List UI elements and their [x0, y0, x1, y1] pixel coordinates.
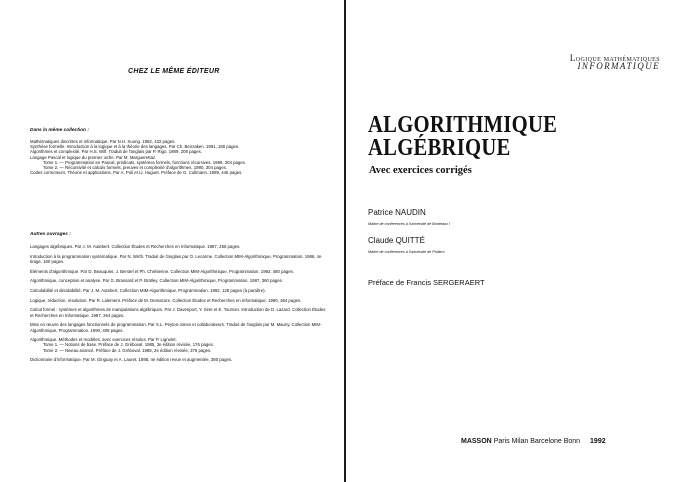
same-collection-heading: Dans la même collection : [30, 128, 89, 133]
author-2: Claude QUITTÉ [368, 236, 425, 245]
list-item: Langages algébriques. Par J. M. Autebert. Collection Études et Recherches en Informatique. 1987, 256 pages. [30, 244, 241, 249]
list-item: Tome 1. — Programmation en Pascal, prédicats, systèmes formels, fonctions récursives. 1989, 304 pages. [43, 159, 247, 165]
other-works-list [30, 244, 330, 363]
list-item: Algorithmique. Méthodes et modèles, avec exercices résolus. Par P. Lignelet. [30, 337, 177, 343]
title-page [346, 0, 700, 482]
author-2-affiliation: Maître de conférences à l'université de Poitiers [368, 250, 445, 254]
list-item: Calculabilité et décidabilité. Par J. M. Autebert. Collection MIM-Algorithmique, Programmation. 1992, 128 pages (à paraître). [30, 288, 266, 294]
book-title [368, 114, 557, 160]
list-item: Algorithmes et complexité. Par H.S. Wilf. Traduit de l'anglais par P. Rigo. 1989, 208 pages. [30, 149, 202, 155]
publisher-list-header: CHEZ LE MÊME ÉDITEUR [128, 68, 220, 75]
list-item: Mathématiques discrètes et informatique. Par N.H. Xuong. 1992, 432 pages. [30, 139, 176, 144]
list-item: Codes correcteurs. Théorie et applications. Par A. Poli et Ll. Huguet. Préface de G. Cullmann. 1989, 446 pages. [30, 170, 243, 176]
list-item: Logique, réduction, résolution. Par R. Lalement. Préface de M. Demazure. Collection Études et Recherches en Informatique. 1990, 384 pages. [30, 297, 302, 303]
list-item: Calcul formel : systèmes et algorithmes de manipulations algébriques. Par J. Davenport, Y. Siret et E. Tournier. Introduction de D. Lazard. Collection Études et Recherches en Informatique. 1987, 264 pages. [30, 307, 326, 318]
title-line-2: ALGÉBRIQUE [368, 135, 511, 161]
list-item: Dictionnaire d'informatique. Par M. Ginguay et A. Lauret. 1988, 4e édition revue et augmentée, 380 pages. [30, 357, 233, 363]
list-item: Éléments d'algorithmique. Par D. Beauquier, J. Berstel et Ph. Chrétienne. Collection MIM-Algorithmique, Programmation. 1992, 480 pages. [30, 268, 295, 274]
publisher-line [461, 438, 606, 445]
list-item: Synthèse formelle. Introduction à la logique et à la théorie des langages. Par Ch. Benzaken. 1991, 180 pages. [30, 144, 240, 150]
publisher-name: MASSON [461, 438, 492, 445]
list-item: Tome 1. — Notions de base. Préface de J. Gréboval. 1985, 3e édition révisée, 176 pages. [43, 342, 215, 348]
list-item: Algorithmique, conception et analyse. Par G. Brassard et P. Bratley. Collection MIM-Algorithmique, Programmation. 1987, 360 pages. [30, 278, 284, 284]
list-item: Introduction à la programmation systématique. Par N. Wirth. Traduit de l'anglais par O. Lecarme. Collection MIM-Algorithmique, Programmation. 1986, 4e tirage, 160 pages. [30, 253, 322, 264]
list-item: Tome 2. — Récursivité et calculs formels, preuves et complexité d'algorithmes. 1990, 304 pages. [43, 165, 228, 171]
same-collection-list [30, 139, 330, 175]
preface-credit: Préface de Francis SERGERAERT [368, 278, 485, 287]
list-item: Langage Pascal et logique du premier ordre. Par M. Marguerettaz. [30, 154, 157, 160]
author-1: Patrice NAUDIN [368, 208, 426, 217]
publisher-cities: Paris Milan Barcelone Bonn [493, 438, 581, 445]
publication-year: 1992 [590, 438, 606, 445]
list-item: Tome 2. — Niveau avancé. Préface de J. Gréboval. 1988, 2e édition révisée, 376 pages. [43, 347, 212, 353]
list-item: Mise en œuvre des langages fonctionnels de programmation. Par S.L. Peyton-Jones et collaborateurs. Traduit de l'anglais par M. Mauny. Collection MIM-Algorithmique, Programmation. 1990, 408 pages. [30, 322, 322, 333]
book-subtitle: Avec exercices corrigés [369, 165, 472, 176]
title-line-1: ALGORITHMIQUE [368, 112, 558, 138]
author-1-affiliation: Maître de conférences à l'université de Bordeaux I [368, 222, 451, 226]
left-page [0, 0, 344, 482]
series-line-2: INFORMATIQUE [577, 61, 660, 71]
other-works-heading: Autres ouvrages : [30, 232, 71, 237]
series-name [570, 54, 660, 71]
series-line-1: Logique mathématiques [569, 53, 660, 63]
